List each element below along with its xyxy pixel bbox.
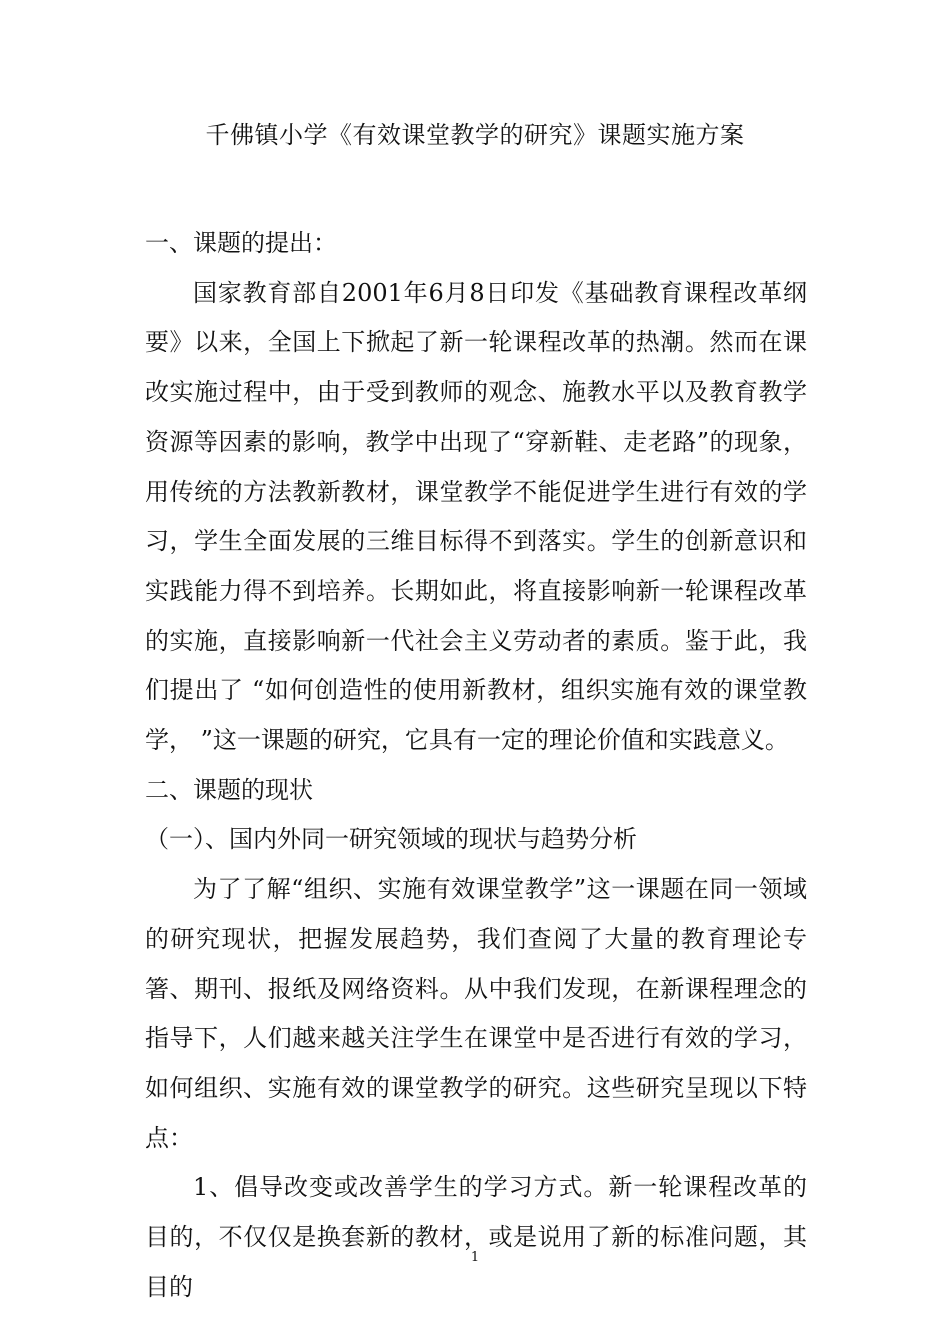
paragraph-research-status: 为了了解“组织、实施有效课堂教学”这一课题在同一领域的研究现状，把握发展趋势，我们查阅了大量的教育理论专箸、期刊、报纸及网络资料。从中我们发现，在新课程理念的指导下，人们越来越关注学生在课堂中是否进行有效的学习，如何组织、实施有效的课堂教学的研究。这些研究呈现以下特点： [145, 875, 807, 1152]
page-number: 1 [470, 1250, 480, 1265]
paragraph-background: 国家教育部自2001年6月8日印发《基础教育课程改革纲要》以来，全国上下掀起了新一轮课程改革的热潮。然而在课改实施过程中，由于受到教师的观念、施教水平以及教育教学资源等因素的影响，教学中出现了“穿新鞋、走老路”的现象，用传统的方法教新教材，课堂教学不能促进学生进行有效的学习，学生全面发展的三维目标得不到落实。学生的创新意识和实践能力得不到培养。长期如此，将直接影响新一轮课程改革的实施，直接影响新一代社会主义劳动者的素质。鉴于此，我们提出了 “如何创造性的使用新教材，组织实施有效的课堂教学， ”这一课题的研究，它具有一定的理论价值和实践意义。 [145, 278, 807, 755]
paragraph-point-1: 1、倡导改变或改善学生的学习方式。新一轮课程改革的目的，不仅仅是换套新的教材，或是说用了新的标准问题，其目的 [145, 1173, 807, 1301]
subsection-heading-trends: （一）、国内外同一研究领域的现状与趋势分析 [145, 825, 637, 854]
section-heading-proposal: 一、课题的提出： [145, 229, 337, 257]
document-body [145, 219, 807, 1312]
section-heading-status: 二、课题的现状 [145, 775, 313, 804]
document-title: 千佛镇小学《有效课堂教学的研究》课题实施方案 [205, 121, 745, 149]
